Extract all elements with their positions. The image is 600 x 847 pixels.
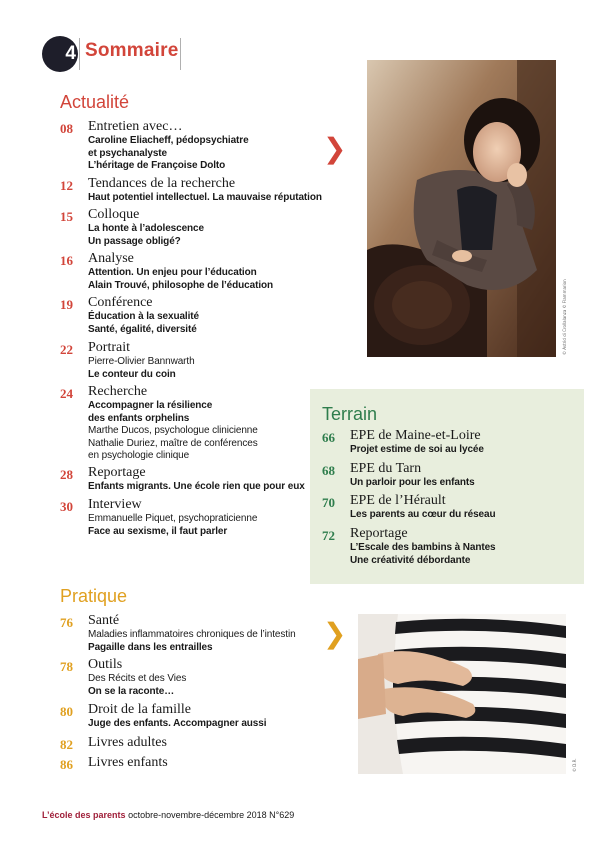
entry-line: Enfants migrants. Une école rien que pour eux (88, 481, 305, 492)
header-divider (79, 38, 80, 70)
entry-line: Nathalie Duriez, maître de conférences (88, 437, 258, 449)
entry-title: Portrait (88, 340, 130, 355)
entry-line: Maladies inflammatoires chroniques de l’intestin (88, 629, 296, 640)
entry-page-number: 72 (322, 528, 335, 543)
entry-title: Reportage (88, 465, 146, 480)
entry-page-number: 80 (60, 704, 73, 719)
footer (42, 810, 294, 820)
entry-line: Le conteur du coin (88, 368, 176, 380)
entry-page-number: 30 (60, 499, 73, 514)
entry-title: EPE de Maine-et-Loire (350, 428, 481, 443)
entry-line: Un passage obligé? (88, 235, 181, 247)
entry-page-number: 86 (60, 757, 73, 772)
entry-line: L’Escale des bambins à Nantes (350, 542, 496, 553)
entry-title: Recherche (88, 384, 148, 399)
entry-title: Tendances de la recherche (88, 176, 236, 191)
entry-page-number: 78 (60, 659, 73, 674)
entry-line: Marthe Ducos, psychologue clinicienne (88, 425, 258, 436)
entry-page-number: 19 (60, 297, 73, 312)
entry-line: On se la raconte… (88, 685, 175, 697)
entry-line: Alain Trouvé, philosophe de l’éducation (88, 279, 274, 291)
publication-name: L’école des parents (42, 810, 126, 820)
entry-line: Juge des enfants. Accompagner aussi (88, 718, 267, 729)
entry-line: L’héritage de Françoise Dolto (88, 160, 226, 171)
portrait-photo (367, 60, 556, 357)
chevron-right-icon: ❯ (323, 617, 347, 650)
section-title-pratique: Pratique (60, 586, 128, 606)
entry-line: Emmanuelle Piquet, psychopraticienne (88, 513, 258, 524)
entry-line: Attention. Un enjeu pour l’éducation (88, 267, 257, 278)
stomach-photo (358, 614, 566, 774)
entry-page-number: 82 (60, 737, 73, 752)
entry-line: Un parloir pour les enfants (350, 477, 475, 488)
entry-title: Analyse (88, 251, 134, 266)
entry-line: Face au sexisme, il faut parler (88, 525, 228, 537)
entry-line: Pierre-Olivier Bannwarth (88, 356, 195, 367)
entry-line: Accompagner la résilience (88, 400, 213, 411)
entry-page-number: 08 (60, 121, 73, 136)
entry-title: Colloque (88, 207, 140, 222)
entry-line: Une créativité débordante (350, 554, 471, 566)
entry-title: Droit de la famille (88, 702, 192, 717)
entry-title: EPE du Tarn (350, 461, 422, 476)
entry-page-number: 15 (60, 209, 73, 224)
entry-title: Entretien avec… (88, 119, 183, 134)
photo-credit: © D.R. (572, 758, 577, 772)
entry-page-number: 76 (60, 615, 73, 630)
entry-title: Interview (88, 497, 142, 512)
section-title-terrain: Terrain (322, 404, 378, 424)
entry-page-number: 22 (60, 342, 73, 357)
entry-line: La honte à l’adolescence (88, 223, 204, 234)
entry-page-number: 12 (60, 178, 73, 193)
entry-line: en psychologie clinique (88, 450, 190, 461)
entry-line: Santé, égalité, diversité (88, 323, 197, 335)
entry-title: Conférence (88, 295, 153, 310)
entry-title: EPE de l’Hérault (350, 493, 446, 508)
entry-line: Les parents au cœur du réseau (350, 509, 496, 520)
entry-line: Des Récits et des Vies (88, 673, 187, 684)
entry-line: Pagaille dans les entrailles (88, 641, 213, 653)
entry-line: et psychanalyste (88, 147, 167, 159)
entry-line: Caroline Eliacheff, pédopsychiatre (88, 135, 249, 146)
entry-page-number: 68 (322, 463, 335, 478)
entry-line: Éducation à la sexualité (88, 311, 199, 322)
photo-credit: © Astrid di Crollalanza © Flammarion (562, 279, 567, 355)
entry-page-number: 16 (60, 253, 73, 268)
entry-page-number: 70 (322, 495, 335, 510)
entry-line: Projet estime de soi au lycée (350, 444, 484, 455)
entry-title: Santé (88, 613, 120, 628)
entry-page-number: 28 (60, 467, 73, 482)
entry-line: des enfants orphelins (88, 412, 190, 424)
entry-page-number: 66 (322, 430, 335, 445)
entry-line: Haut potentiel intellectuel. La mauvaise réputation (88, 192, 322, 203)
page-title: Sommaire (85, 40, 179, 61)
chevron-right-icon: ❯ (323, 132, 347, 165)
entry-title: Reportage (350, 526, 408, 541)
entry-title: Livres enfants (88, 755, 168, 770)
page-number-badge: 4 (42, 36, 78, 72)
header-divider-right (180, 38, 181, 70)
issue-info: octobre-novembre-décembre 2018 N°629 (128, 810, 295, 820)
entry-title: Outils (88, 657, 123, 672)
entry-page-number: 24 (60, 386, 73, 401)
entry-title: Livres adultes (88, 735, 167, 750)
section-title-actualite: Actualité (60, 92, 130, 112)
